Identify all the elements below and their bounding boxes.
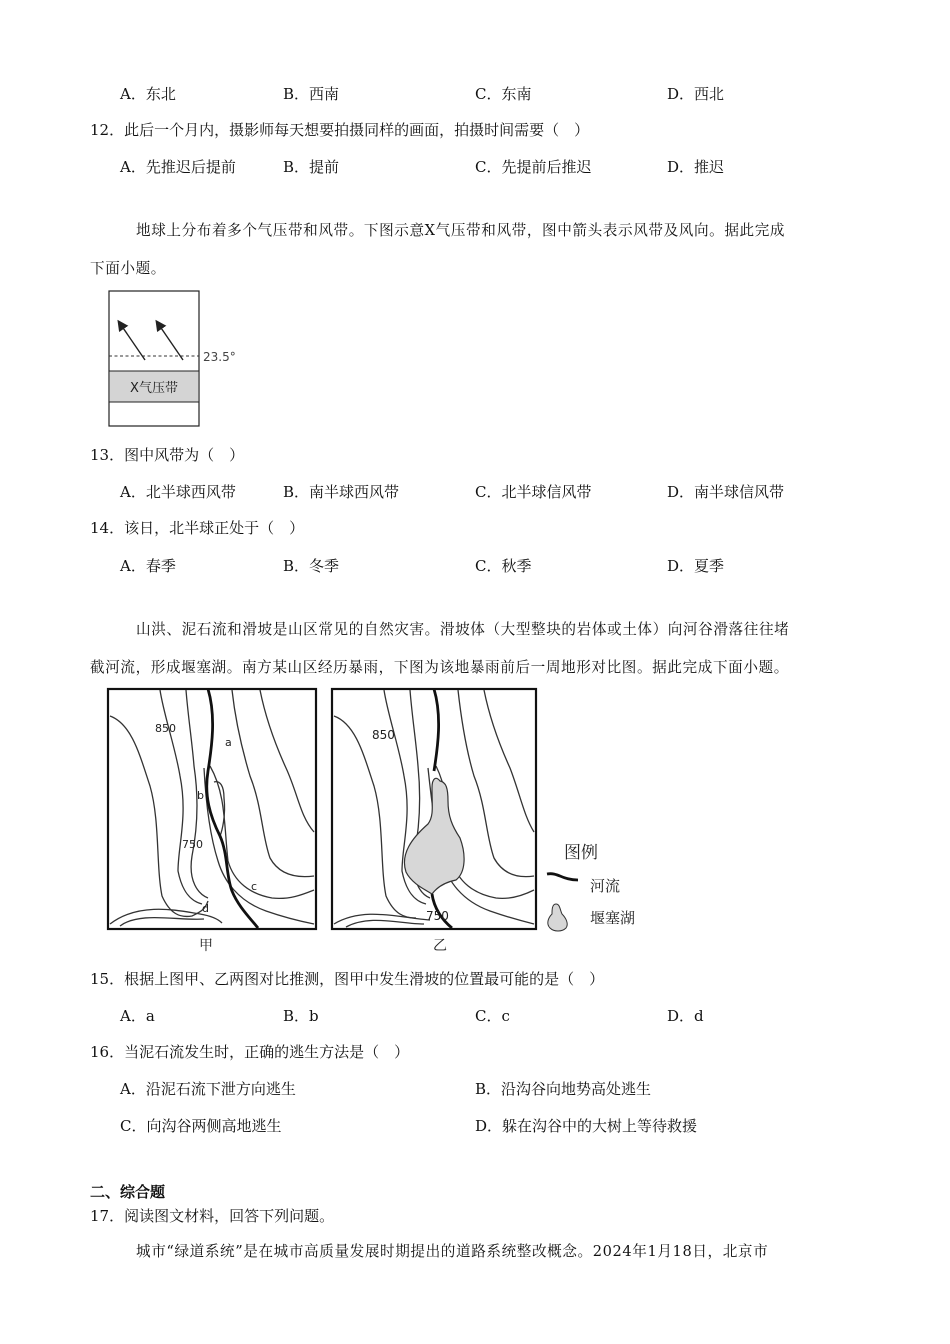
contour-label-750-b: 750 bbox=[426, 909, 449, 923]
q16-stem: 16．当泥石流发生时，正确的逃生方法是（ ） bbox=[90, 1043, 410, 1061]
q13-stem: 13．图中风带为（ ） bbox=[90, 446, 245, 464]
q13-option-b: B．南半球西风带 bbox=[283, 483, 400, 501]
legend-river-label: 河流 bbox=[590, 877, 621, 895]
legend-lake-symbol bbox=[548, 904, 567, 931]
q12-stem: 12．此后一个月内，摄影师每天想要拍摄同样的画面，拍摄时间需要（ ） bbox=[90, 121, 590, 139]
q14-option-a: A．春季 bbox=[120, 557, 176, 575]
q17-text: 城市“绿道系统”是在城市高质量发展时期提出的道路系统整改概念。2024年1月18日，北京市 bbox=[136, 1243, 769, 1260]
passage3-line1: 山洪、泥石流和滑坡是山区常见的自然灾害。滑坡体（大型整块的岩体或土体）向河谷滑落往往堵 bbox=[136, 621, 790, 638]
contour-label-750: 750 bbox=[182, 838, 203, 851]
river-b bbox=[434, 689, 439, 771]
q16-option-c: C．向沟谷两侧高地逃生 bbox=[120, 1117, 282, 1135]
pressure-belt-label: X气压带 bbox=[130, 381, 178, 396]
contour-label-850-b: 850 bbox=[372, 728, 395, 742]
dammed-lake bbox=[404, 778, 464, 894]
q13-option-a: A．北半球西风带 bbox=[120, 483, 236, 501]
passage-landslide bbox=[90, 611, 860, 687]
q13-option-c: C．北半球信风带 bbox=[475, 483, 592, 501]
legend-lake-label: 堰塞湖 bbox=[590, 909, 636, 927]
q15-stem: 15．根据上图甲、乙两图对比推测，图甲中发生滑坡的位置最可能的是（ ） bbox=[90, 970, 605, 988]
passage2-line2: 下面小题。 bbox=[90, 260, 166, 277]
q11-option-d: D．西北 bbox=[667, 85, 725, 103]
point-d: d bbox=[202, 902, 209, 915]
legend-river-symbol bbox=[547, 874, 578, 880]
q14-option-b: B．冬季 bbox=[283, 557, 340, 575]
point-c: c bbox=[251, 880, 258, 893]
passage-pressure-belts bbox=[90, 212, 860, 288]
q11-option-a: A．东北 bbox=[120, 85, 176, 103]
map-a-caption: 甲 bbox=[199, 938, 213, 954]
q16-option-a: A．沿泥石流下泄方向逃生 bbox=[120, 1080, 296, 1098]
diagram-frame bbox=[109, 291, 199, 426]
passage3-line2: 截河流，形成堰塞湖。南方某山区经历暴雨，下图为该地暴雨前后一周地形对比图。据此完成下面小题。 bbox=[90, 659, 789, 676]
q15-option-c: C．c bbox=[475, 1007, 510, 1025]
q16-option-d: D．躲在沟谷中的大树上等待救援 bbox=[475, 1117, 698, 1135]
point-a: a bbox=[225, 736, 232, 749]
q11-option-b: B．西南 bbox=[283, 85, 340, 103]
q13-option-d: D．南半球信风带 bbox=[667, 483, 785, 501]
legend-title: 图例 bbox=[564, 843, 598, 863]
q14-option-c: C．秋季 bbox=[475, 557, 532, 575]
q12-option-d: D．推迟 bbox=[667, 158, 725, 176]
latitude-label: 23.5° bbox=[203, 350, 236, 364]
terrain-comparison-figure bbox=[100, 686, 660, 958]
q11-option-c: C．东南 bbox=[475, 85, 532, 103]
q12-option-b: B．提前 bbox=[283, 158, 340, 176]
point-b: b bbox=[197, 789, 204, 802]
section-heading: 二、综合题 bbox=[90, 1183, 166, 1201]
pressure-belt-diagram bbox=[100, 288, 260, 430]
q14-option-d: D．夏季 bbox=[667, 557, 725, 575]
q15-option-a: A．a bbox=[120, 1007, 155, 1025]
legend bbox=[547, 843, 635, 931]
q12-option-a: A．先推迟后提前 bbox=[120, 158, 236, 176]
map-b-caption: 乙 bbox=[433, 938, 447, 954]
q16-option-b: B．沿沟谷向地势高处逃生 bbox=[475, 1080, 652, 1098]
q12-option-c: C．先提前后推迟 bbox=[475, 158, 592, 176]
q14-stem: 14．该日，北半球正处于（ ） bbox=[90, 519, 305, 537]
q17-stem: 17．阅读图文材料，回答下列问题。 bbox=[90, 1207, 335, 1225]
q15-option-d: D．d bbox=[667, 1007, 704, 1025]
q15-option-b: B．b bbox=[283, 1007, 319, 1025]
passage2-line1: 地球上分布着多个气压带和风带。下图示意X气压带和风带，图中箭头表示风带及风向。据此完成 bbox=[136, 222, 786, 239]
contour-label-850: 850 bbox=[155, 722, 176, 735]
